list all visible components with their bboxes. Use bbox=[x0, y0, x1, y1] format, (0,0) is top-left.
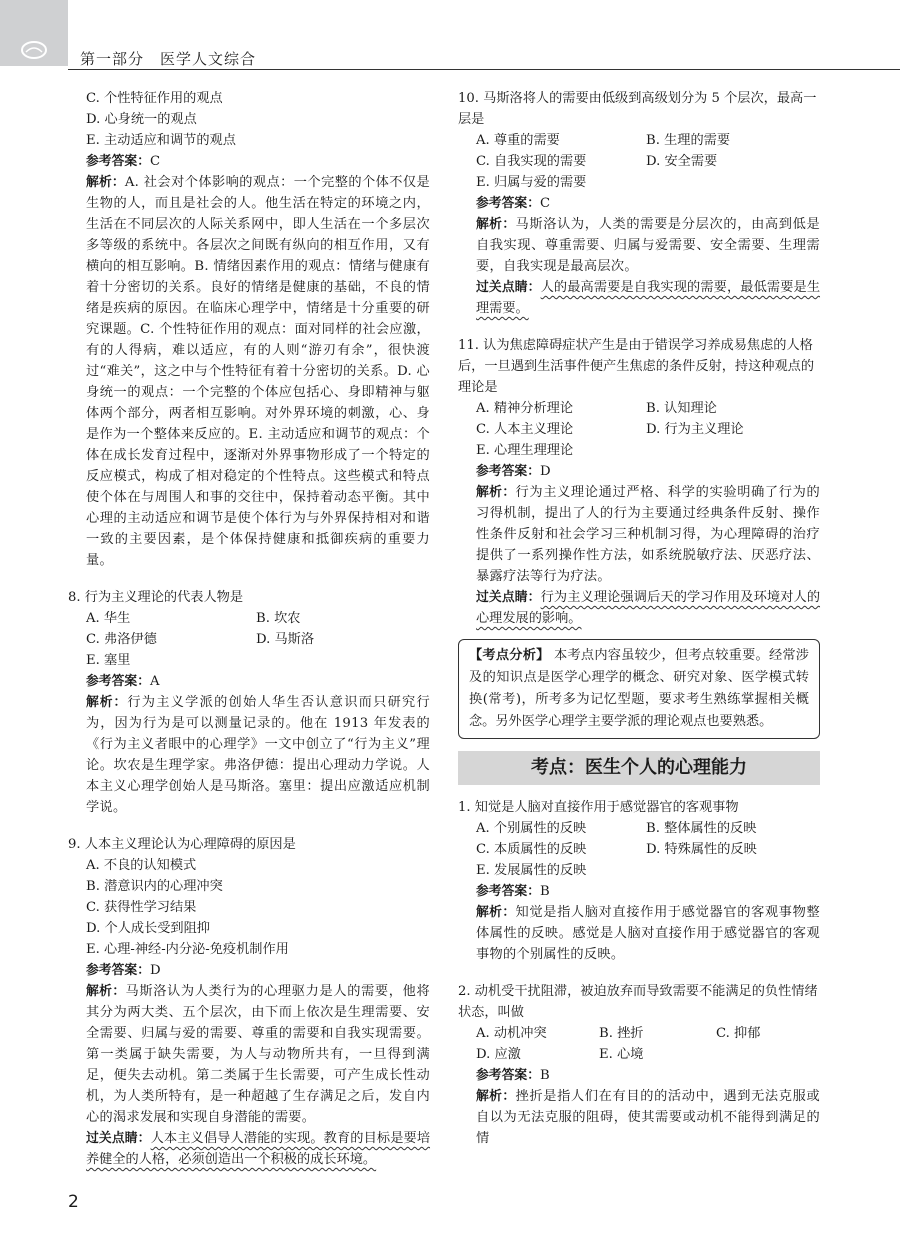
left-column bbox=[68, 88, 430, 1170]
options-grid bbox=[458, 130, 820, 193]
options-grid bbox=[458, 818, 820, 881]
question-8 bbox=[68, 587, 430, 818]
option: D. 心身统一的观点 bbox=[86, 112, 197, 127]
option: A. 华生 bbox=[86, 611, 131, 626]
options-grid bbox=[458, 398, 820, 461]
option: B. 整体属性的反映 bbox=[646, 821, 757, 836]
option: A. 个别属性的反映 bbox=[476, 821, 587, 836]
option: C. 人本主义理论 bbox=[476, 422, 574, 437]
explanation: 解析：行为主义学派的创始人华生否认意识而只研究行为，因为行为是可以测量记录的。他在 1913 年发表的《行为主义者眼中的心理学》一文中创立了“行为主义”理论。坎农是生理学家。弗洛伊德：提出心理动力学说。人本主义心理学创始人是马斯洛。塞里：提出应激适应机制学说。 bbox=[86, 695, 430, 815]
running-header: 第一部分 医学人文综合 bbox=[80, 50, 257, 68]
option: D. 应激 bbox=[476, 1047, 521, 1062]
options-grid bbox=[458, 1023, 820, 1065]
option: B. 潜意识内的心理冲突 bbox=[86, 879, 223, 894]
header-rule bbox=[68, 69, 900, 70]
publisher-logo-icon bbox=[20, 40, 48, 60]
option: E. 归属与爱的需要 bbox=[476, 175, 587, 190]
right-column bbox=[458, 88, 820, 1149]
option: C. 本质属性的反映 bbox=[476, 842, 587, 857]
header-corner-block bbox=[0, 0, 68, 66]
option: E. 塞里 bbox=[86, 653, 131, 668]
option: E. 心理生理理论 bbox=[476, 443, 574, 458]
question-stem: 8. 行为主义理论的代表人物是 bbox=[68, 590, 244, 605]
option: D. 个人成长受到阻抑 bbox=[86, 921, 210, 936]
option: B. 坎农 bbox=[256, 611, 301, 626]
option: C. 自我实现的需要 bbox=[476, 154, 587, 169]
q7-answer: 参考答案：C bbox=[86, 154, 161, 169]
explanation: 解析：挫折是指人们在有目的的活动中，遇到无法克服或自以为无法克服的阻碍，使其需要或动机不能得到满足的情 bbox=[476, 1089, 820, 1146]
section-heading: 考点：医生个人的心理能力 bbox=[458, 751, 820, 785]
analysis-box-text: 本考点内容虽较少，但考点较重要。经常涉及的知识点是医学心理学的概念、研究对象、医学模式转换(常考)，所考多为记忆型题，要求考生熟练掌握相关概念。另外医学心理学主要学派的理论观点也要熟悉。 bbox=[469, 648, 809, 729]
answer: 参考答案：C bbox=[476, 196, 551, 211]
option: E. 心境 bbox=[599, 1047, 644, 1062]
option: A. 尊重的需要 bbox=[476, 133, 560, 148]
option: C. 个性特征作用的观点 bbox=[86, 91, 223, 106]
option: E. 发展属性的反映 bbox=[476, 863, 587, 878]
explanation: 解析：马斯洛认为人类行为的心理驱力是人的需要，他将其分为两大类、五个层次，由下而上依次是生理需要、安全需要、归属与爱的需要、尊重的需要和自我实现需要。第一类属于缺失需要，为人与动物所共有，一旦得到满足，便失去动机。第二类属于生长需要，可产生成长性动机，为人类所特有，是一种超越了生存满足之后，发自内心的渴求发展和实现自身潜能的需要。 bbox=[86, 984, 430, 1125]
question-stem: 1. 知觉是人脑对直接作用于感觉器官的客观事物 bbox=[458, 800, 739, 815]
question-9 bbox=[68, 834, 430, 1170]
option: D. 马斯洛 bbox=[256, 632, 315, 647]
q7-options bbox=[68, 88, 430, 151]
answer: 参考答案：D bbox=[476, 464, 551, 479]
answer: 参考答案：D bbox=[86, 963, 161, 978]
answer: 参考答案：B bbox=[476, 1068, 550, 1083]
option: A. 动机冲突 bbox=[476, 1026, 547, 1041]
question-10 bbox=[458, 88, 820, 319]
question-stem: 2. 动机受干扰阻滞，被迫放弃而导致需要不能满足的负性情绪状态，叫做 bbox=[458, 984, 818, 1020]
option: B. 生理的需要 bbox=[646, 133, 731, 148]
option: B. 挫折 bbox=[599, 1026, 644, 1041]
option: B. 认知理论 bbox=[646, 401, 717, 416]
option: A. 不良的认知模式 bbox=[86, 858, 197, 873]
key-point: 过关点睛：人本主义倡导人潜能的实现。教育的目标是要培养健全的人格，必须创造出一个积极的成长环境。 bbox=[86, 1131, 431, 1167]
section-question-1 bbox=[458, 797, 820, 965]
explanation: 解析：行为主义理论通过严格、科学的实验明确了行为的习得机制，提出了人的行为主要通过经典条件反射、操作性条件反射和社会学习三种机制习得，为心理障碍的治疗提供了一系列操作性方法，如系统脱敏疗法、厌恶疗法、暴露疗法等行为疗法。 bbox=[476, 485, 820, 584]
analysis-box bbox=[458, 639, 820, 739]
key-point: 过关点睛：行为主义理论强调后天的学习作用及环境对人的心理发展的影响。 bbox=[476, 590, 821, 626]
page-number: 2 bbox=[68, 1192, 79, 1212]
explanation: 解析：马斯洛认为，人类的需要是分层次的，由高到低是自我实现、尊重需要、归属与爱需要、安全需要、生理需要，自我实现是最高层次。 bbox=[476, 217, 820, 274]
explanation: 解析：知觉是指人脑对直接作用于感觉器官的客观事物整体属性的反映。感觉是人脑对直接作用于感觉器官的客观事物的个别属性的反映。 bbox=[476, 905, 820, 962]
option: C. 获得性学习结果 bbox=[86, 900, 197, 915]
option: D. 安全需要 bbox=[646, 154, 718, 169]
question-stem: 11. 认为焦虑障碍症状产生是由于错误学习养成易焦虑的人格后，一旦遇到生活事件便产生焦虑的条件反射，持这种观点的理论是 bbox=[458, 338, 815, 395]
answer: 参考答案：B bbox=[476, 884, 550, 899]
option: E. 心理-神经-内分泌-免疫机制作用 bbox=[86, 942, 289, 957]
q7-explanation: 解析：A. 社会对个体影响的观点：一个完整的个体不仅是生物的人，而且是社会的人。他生活在特定的环境之内，生活在不同层次的人际关系网中，即人生活在一个多层次多等级的系统中。各层次之间既有纵向的相互作用，又有横向的相互影响。B. 情绪因素作用的观点：情绪与健康有着十分密切的关系。良好的情绪是健康的基础，不良的情绪是疾病的原因。在临床心理学中，情绪是十分重要的研究课题。C. 个性特征作用的观点：面对同样的社会应激，有的人得病，难以适应，有的人则“游刃有余”，很快渡过“难关”，这之中与个性特征有着十分密切的关系。D. 心身统一的观点：一个完整的个体应包括心、身即精神与躯体两个部分，两者相互影响。对外界环境的刺激，心、身是作为一个整体来反应的。E. 主动适应和调节的观点：个体在成长发育过程中，逐渐对外界事物形成了一个特定的反应模式，构成了相对稳定的个性特点。这些模式和特点使个体在与周围人和事的交往中，保持着动态平衡。其中心理的主动适应和调节是使个体行为与外界保持相对和谐一致的主要因素，是个体保持健康和抵御疾病的重要力量。 bbox=[86, 175, 431, 568]
answer: 参考答案：A bbox=[86, 674, 160, 689]
option: D. 行为主义理论 bbox=[646, 422, 744, 437]
question-11 bbox=[458, 335, 820, 629]
option: D. 特殊属性的反映 bbox=[646, 842, 757, 857]
option: C. 抑郁 bbox=[716, 1026, 761, 1041]
options-grid bbox=[68, 608, 430, 671]
option: A. 精神分析理论 bbox=[476, 401, 574, 416]
section-question-2 bbox=[458, 981, 820, 1149]
question-stem: 9. 人本主义理论认为心理障碍的原因是 bbox=[68, 837, 296, 852]
option: E. 主动适应和调节的观点 bbox=[86, 133, 236, 148]
key-point: 过关点睛：人的最高需要是自我实现的需要，最低需要是生理需要。 bbox=[476, 280, 821, 316]
option: C. 弗洛伊德 bbox=[86, 632, 157, 647]
question-stem: 10. 马斯洛将人的需要由低级到高级划分为 5 个层次，最高一层是 bbox=[458, 91, 817, 127]
analysis-box-title: 【考点分析】 bbox=[469, 648, 550, 663]
